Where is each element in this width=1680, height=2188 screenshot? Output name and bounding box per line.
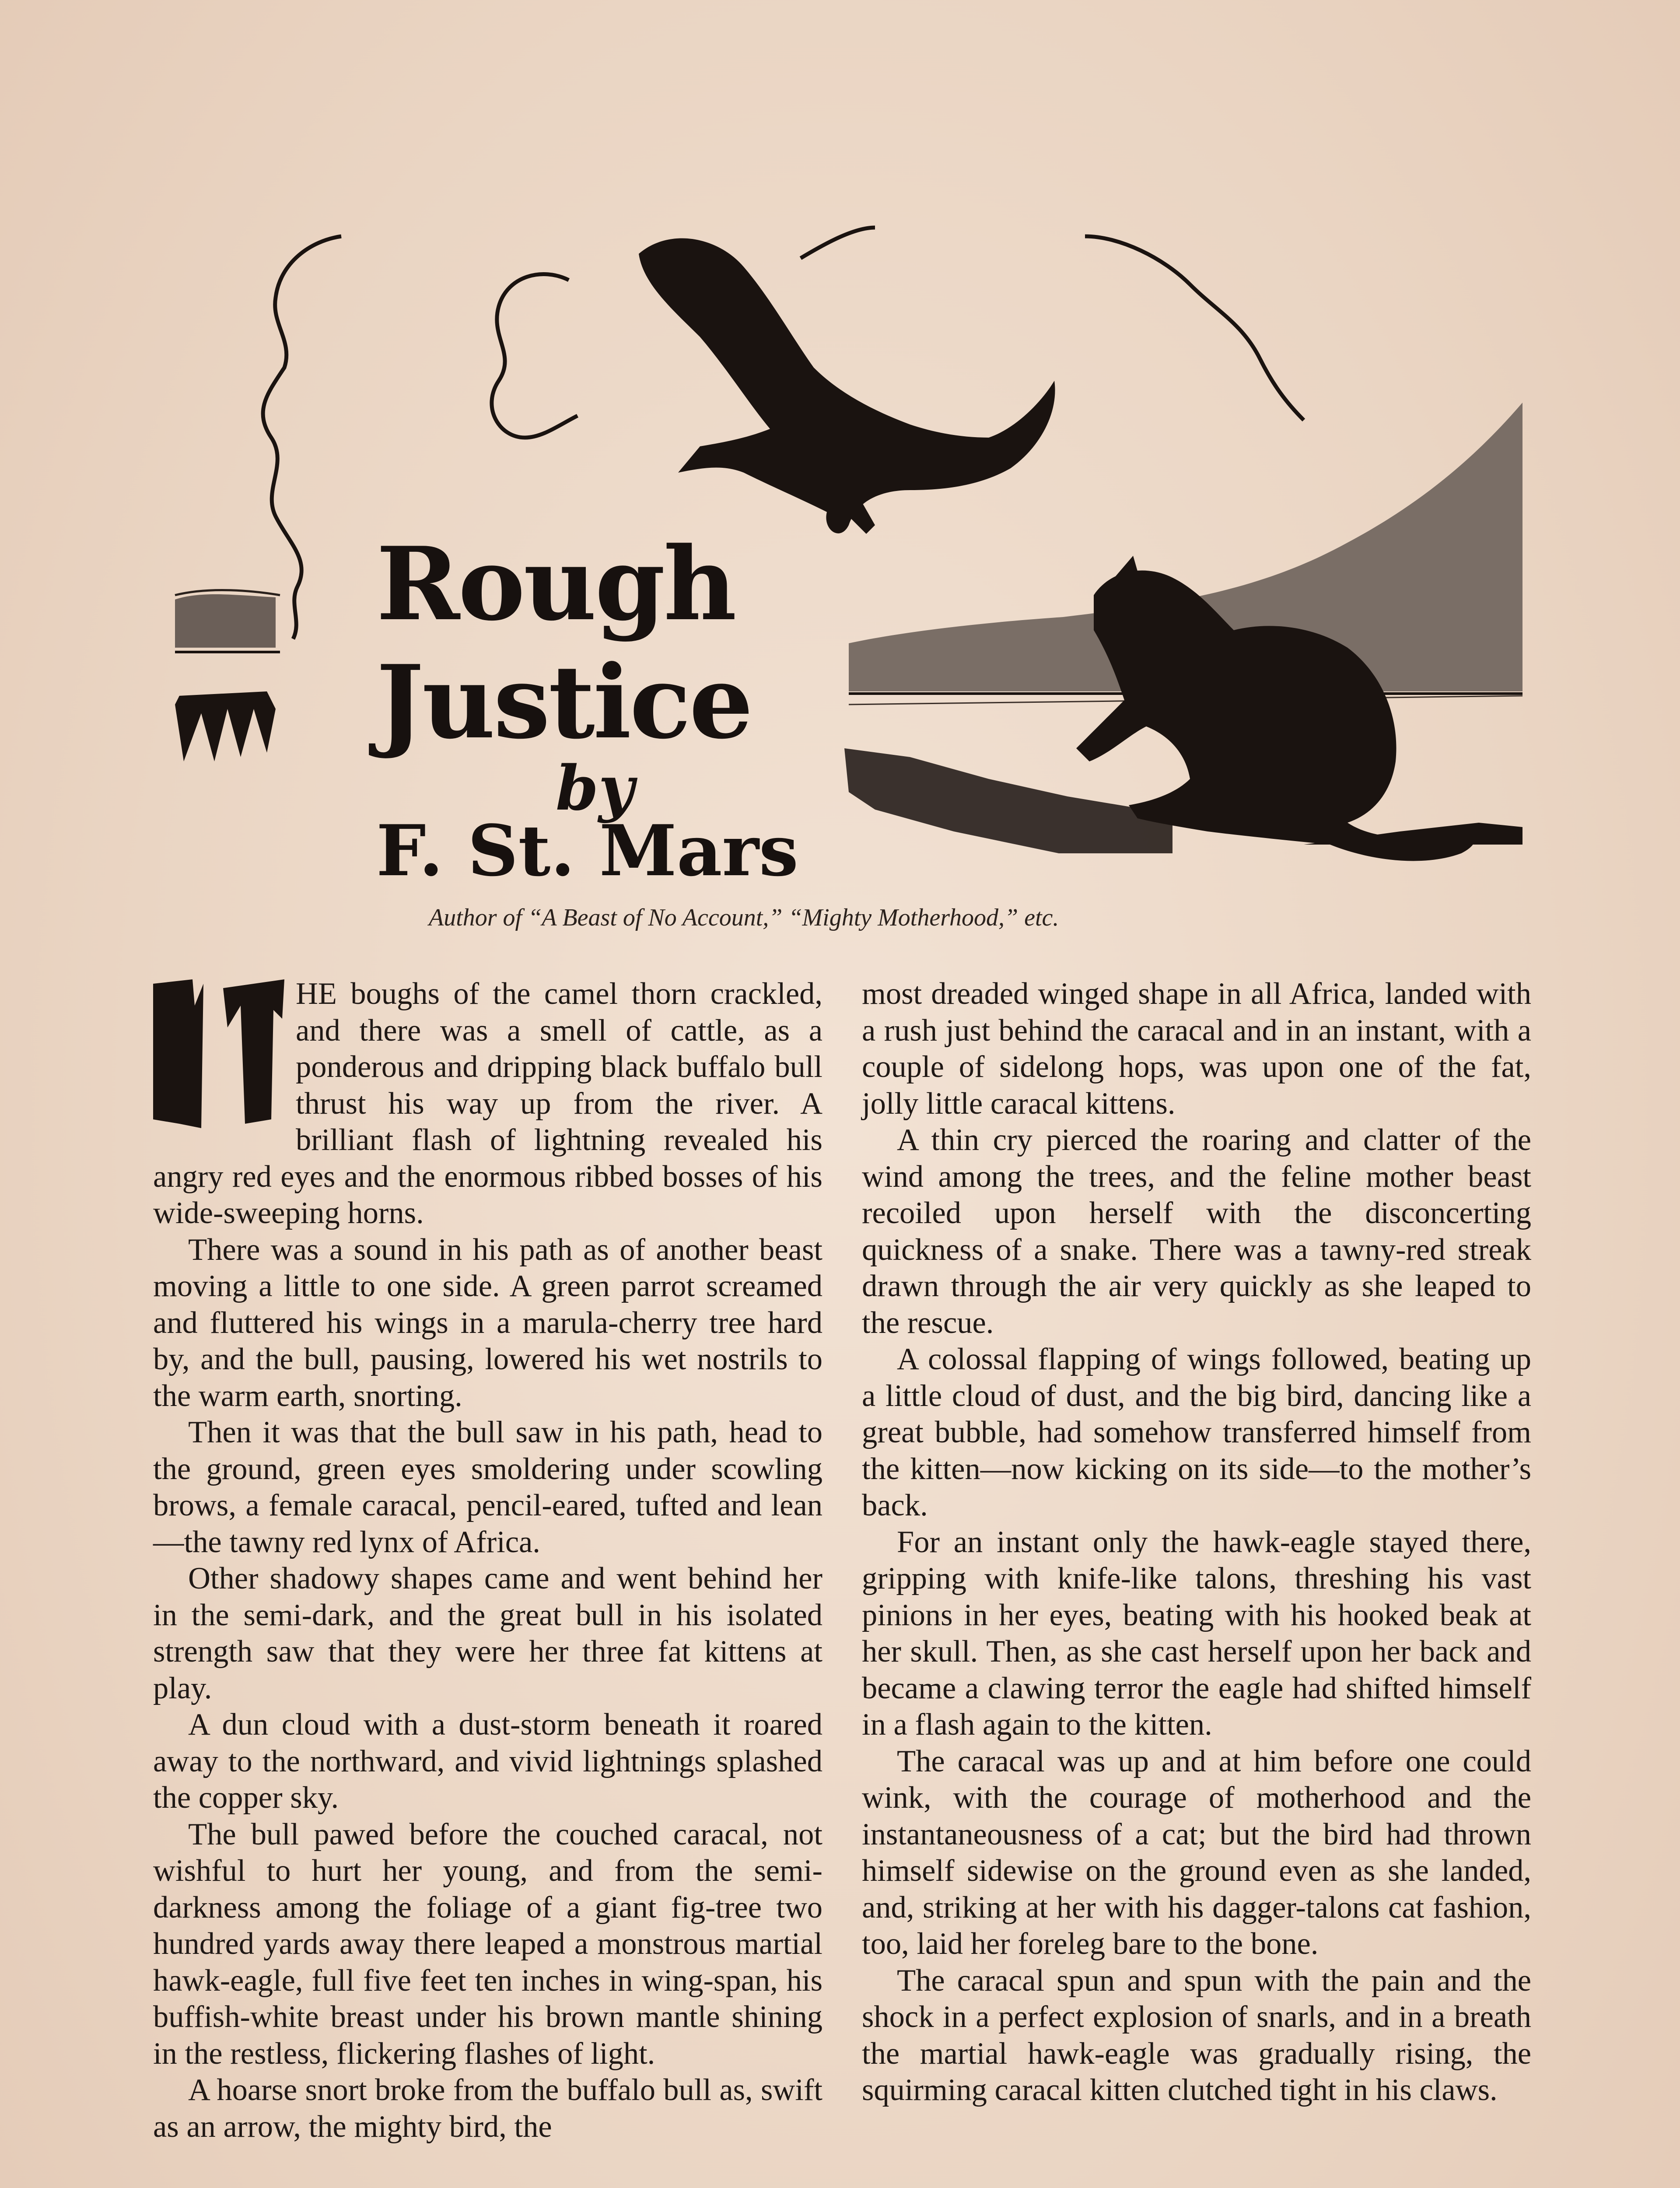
paragraph: There was a sound in his path as of another beast moving a little to one side. A green parrot screamed and fluttered his wings in a marula-cherry tree hard by, and the bull, pausing, lowered his wet nostrils to the warm earth, snorting. [153,1232,822,1413]
title-line-2: Justice [376,643,752,761]
paragraph: A hoarse snort broke from the buffalo bull as, swift as an arrow, the mighty bird, the [153,2073,822,2144]
paragraph: The bull pawed before the couched caracal, not wishful to hurt her young, and from the semi-darkness among the foliage of a giant fig-tree two hundred yards away there leaped a monstrous martial hawk-eagle, full five feet ten inches in wing-span, his buffish-white breast under his brown mantle shining in the restless, flickering flashes of light. [153,1817,822,2071]
left-hills [175,590,280,761]
left-column [153,976,822,2145]
hawk-eagle-icon [639,238,1055,534]
paragraph: The caracal was up and at him before one could wink, with the courage of motherhood and the instantaneousness of a cat; but the bird had thrown himself sidewise on the ground even as she landed, and, striking at her with his dagger-talons cat fashion, too, laid her foreleg bare to the bone. [862,1744,1531,1961]
right-column [862,976,1531,2109]
byline: by [556,753,634,824]
paragraph: A colossal flapping of wings followed, beating up a little cloud of dust, and the big bird, dancing like a great bubble, had somehow transferred himself from the kitten—now kicking on its side—to the mother’s back. [862,1342,1531,1522]
paragraph: For an instant only the hawk-eagle stayed there, gripping with knife-like talons, threshing his vast pinions in her eyes, beating with his hooked beak at her skull. Then, as she cast herself upon her back and became a clawing terror the eagle had shifted himself in a flash again to the kitten. [862,1525,1531,1742]
paragraph: Then it was that the bull saw in his path, head to the ground, green eyes smoldering under scowling brows, a female caracal, pencil-eared, tufted and lean—the tawny red lynx of Africa. [153,1415,822,1559]
paragraph: most dreaded winged shape in all Africa, landed with a rush just behind the caracal and in an instant, with a couple of sidelong hops, was upon one of the fat, jolly little caracal kittens. [862,977,1531,1121]
paragraph: HE boughs of the camel thorn crackled, and there was a smell of cattle, as a ponderous and dripping black buffalo bull thrust his way up from the river. A brilliant flash of lightning revealed his angry red eyes and the enormous ribbed bosses of his wide-sweeping horns. [153,977,822,1230]
drop-cap [153,979,284,1128]
paragraph: The caracal spun and spun with the pain and the shock in a perfect explosion of snarls, and in a breath the martial hawk-eagle was gradually rising, the squirming caracal kitten clutched tight in his claws. [862,1963,1531,2107]
author-name: F. St. Mars [376,810,798,892]
author-credits: Author of “A Beast of No Account,” “Mighty Motherhood,” etc. [429,904,1059,931]
paragraph: Other shadowy shapes came and went behind her in the semi-dark, and the great bull in his isolated strength saw that they were her three fat kittens at play. [153,1561,822,1705]
drop-cap-icon [153,979,284,1128]
paragraph: A dun cloud with a dust-storm beneath it roared away to the northward, and vivid lightnings splashed the copper sky. [153,1708,822,1815]
paragraph: A thin cry pierced the roaring and clatter of the wind among the trees, and the feline mother beast recoiled upon herself with the disconcerting quickness of a snake. There was a tawny-red streak drawn through the air very quickly as she leaped to the rescue. [862,1123,1531,1340]
article-title [376,525,858,761]
title-line-1: Rough [376,525,735,643]
